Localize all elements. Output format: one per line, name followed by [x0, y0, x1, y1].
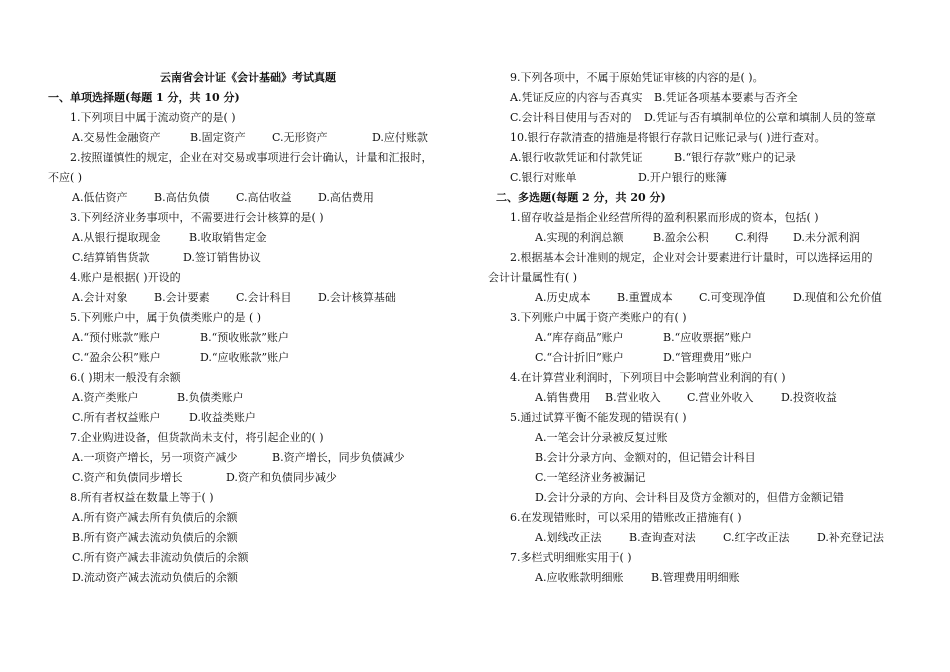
q8-option-d: D.流动资产减去流动负债后的余额	[72, 571, 238, 584]
m2-option-c: C.可变现净值	[699, 291, 766, 304]
q6-option-b: B.负债类账户	[177, 391, 244, 404]
q7-option-b: B.资产增长，同步负债减少	[272, 451, 405, 464]
q7-option-d: D.资产和负债同步减少	[226, 471, 337, 484]
m5-option-b: B.会计分录方向、金额对的，但记错会计科目	[535, 451, 756, 464]
m4-options	[535, 391, 837, 405]
m3-stem: 3.下列账户中属于资产类账户的有( )	[510, 311, 687, 324]
q7-option-a: A.一项资产增长，另一项资产减少	[72, 451, 238, 464]
q6-options-ab	[72, 391, 244, 405]
m7-options	[535, 571, 740, 585]
section1-heading: 一、单项选择题(每题 1 分，共 10 分)	[48, 91, 240, 104]
q4-option-a: A.会计对象	[72, 291, 128, 304]
q9-options-ab	[510, 91, 798, 105]
m1-options	[535, 231, 860, 245]
q2-option-c: C.高估收益	[236, 191, 292, 204]
q10-option-b: B.“银行存款”账户的记录	[674, 151, 796, 164]
q7-options-ab	[72, 451, 405, 465]
m2-options	[535, 291, 882, 305]
q2-stem-line2: 不应( )	[48, 171, 83, 184]
q5-stem: 5.下列账户中，属于负债类账户的是 ( )	[70, 311, 262, 324]
m4-option-c: C.营业外收入	[687, 391, 754, 404]
q4-option-d: D.会计核算基础	[318, 291, 396, 304]
m2-option-b: B.重置成本	[617, 291, 673, 304]
m4-stem: 4.在计算营业利润时，下列项目中会影响营业利润的有( )	[510, 371, 786, 384]
m4-option-a: A.销售费用	[535, 391, 591, 404]
q8-option-a: A.所有资产减去所有负债后的余额	[72, 511, 238, 524]
q1-option-b: B.固定资产	[190, 131, 246, 144]
q3-option-a: A.从银行提取现金	[72, 231, 161, 244]
q4-option-c: C.会计科目	[236, 291, 292, 304]
q2-options	[72, 191, 374, 205]
q9-option-d: D.凭证与否有填制单位的公章和填制人员的签章	[644, 111, 876, 124]
section2-heading: 二、多选题(每题 2 分，共 20 分)	[496, 191, 666, 204]
m4-option-d: D.投资收益	[781, 391, 837, 404]
m7-option-b: B.管理费用明细账	[651, 571, 740, 584]
q9-option-c: C.会计科目使用与否对的	[510, 111, 632, 124]
m3-option-a: A.“库存商品”账户	[535, 331, 624, 344]
m7-stem: 7.多栏式明细账实用于( )	[510, 551, 632, 564]
q10-options-cd	[510, 171, 727, 185]
m1-option-d: D.未分派利润	[793, 231, 860, 244]
m3-option-b: B.“应收票据”账户	[663, 331, 752, 344]
q10-option-c: C.银行对账单	[510, 171, 577, 184]
q8-stem: 8.所有者权益在数量上等于( )	[70, 491, 214, 504]
q1-stem: 1.下列项目中属于流动资产的是( )	[70, 111, 236, 124]
q1-options	[72, 131, 428, 145]
m6-option-d: D.补充登记法	[817, 531, 884, 544]
q7-options-cd	[72, 471, 337, 485]
m6-option-c: C.红字改正法	[723, 531, 790, 544]
q7-stem: 7.企业购进设备，但货款尚未支付，将引起企业的( )	[70, 431, 324, 444]
q2-option-d: D.高估费用	[318, 191, 374, 204]
m2-stem-line1: 2.根据基本会计准则的规定，企业对会计要素进行计量时，可以选择运用的	[510, 251, 873, 264]
q6-option-a: A.资产类账户	[72, 391, 139, 404]
q4-options	[72, 291, 396, 305]
q9-options-cd	[510, 111, 876, 125]
q4-option-b: B.会计要素	[154, 291, 210, 304]
m6-option-b: B.查询查对法	[629, 531, 696, 544]
q2-option-a: A.低估资产	[72, 191, 128, 204]
q5-option-d: D.“应收账款”账户	[200, 351, 290, 364]
m1-option-b: B.盈余公积	[653, 231, 709, 244]
m7-option-a: A.应收账款明细账	[535, 571, 624, 584]
q3-options-ab	[72, 231, 267, 245]
m3-option-c: C.“合计折旧”账户	[535, 351, 624, 364]
q8-option-c: C.所有资产减去非流动负债后的余额	[72, 551, 249, 564]
q10-options-ab	[510, 151, 796, 165]
q10-option-a: A.银行收款凭证和付款凭证	[510, 151, 643, 164]
m2-stem-line2: 会计计量属性有( )	[488, 271, 578, 284]
m3-option-d: D.“管理费用”账户	[663, 351, 753, 364]
q8-option-b: B.所有资产减去流动负债后的余额	[72, 531, 238, 544]
q5-option-c: C.“盈余公积”账户	[72, 351, 161, 364]
q6-option-d: D.收益类账户	[189, 411, 256, 424]
q2-stem-line1: 2.按照谨慎性的规定，企业在对交易或事项进行会计确认，计量和汇报时，	[70, 151, 433, 164]
q3-option-d: D.签订销售协议	[183, 251, 261, 264]
m2-option-d: D.现值和公允价值	[793, 291, 882, 304]
m2-option-a: A.历史成本	[535, 291, 591, 304]
m4-option-b: B.营业收入	[605, 391, 661, 404]
m3-options-cd	[535, 351, 752, 365]
m1-stem: 1.留存收益是指企业经营所得的盈利积累而形成的资本，包括( )	[510, 211, 819, 224]
q1-option-d: D.应付账款	[372, 131, 428, 144]
q5-options-cd	[72, 351, 289, 365]
q6-options-cd	[72, 411, 256, 425]
m3-options-ab	[535, 331, 752, 345]
q3-option-c: C.结算销售货款	[72, 251, 150, 264]
m5-option-a: A.一笔会计分录被反复过账	[535, 431, 668, 444]
m5-stem: 5.通过试算平衡不能发现的错误有( )	[510, 411, 687, 424]
q1-option-c: C.无形资产	[272, 131, 328, 144]
q1-option-a: A.交易性金融资产	[72, 131, 161, 144]
q2-option-b: B.高估负债	[154, 191, 210, 204]
q3-option-b: B.收取销售定金	[189, 231, 267, 244]
q5-option-a: A.“预付账款”账户	[72, 331, 161, 344]
q3-options-cd	[72, 251, 261, 265]
m5-option-c: C.一笔经济业务被漏记	[535, 471, 646, 484]
page-title: 云南省会计证《会计基础》考试真题	[160, 71, 336, 84]
q9-option-a: A.凭证反应的内容与否真实	[510, 91, 643, 104]
q7-option-c: C.资产和负债同步增长	[72, 471, 183, 484]
q3-stem: 3.下列经济业务事项中，不需要进行会计核算的是( )	[70, 211, 324, 224]
q10-option-d: D.开户银行的账簿	[638, 171, 727, 184]
q10-stem: 10.银行存款清查的措施是将银行存款日记账记录与( )进行查对。	[510, 131, 826, 144]
q6-stem: 6.( )期末一般没有余额	[70, 371, 181, 384]
q5-options-ab	[72, 331, 289, 345]
m6-option-a: A.划线改正法	[535, 531, 602, 544]
m5-option-d: D.会计分录的方向、会计科目及贷方金额对的，但借方金额记错	[535, 491, 844, 504]
q4-stem: 4.账户是根据( )开设的	[70, 271, 181, 284]
m1-option-c: C.利得	[735, 231, 769, 244]
q9-stem: 9.下列各项中，不属于原始凭证审核的内容的是( )。	[510, 71, 764, 84]
q9-option-b: B.凭证各项基本要素与否齐全	[654, 91, 798, 104]
q6-option-c: C.所有者权益账户	[72, 411, 161, 424]
q5-option-b: B.“预收账款”账户	[200, 331, 289, 344]
m6-options	[535, 531, 884, 545]
m6-stem: 6.在发现错账时，可以采用的错账改正措施有( )	[510, 511, 742, 524]
m1-option-a: A.实现的利润总额	[535, 231, 624, 244]
